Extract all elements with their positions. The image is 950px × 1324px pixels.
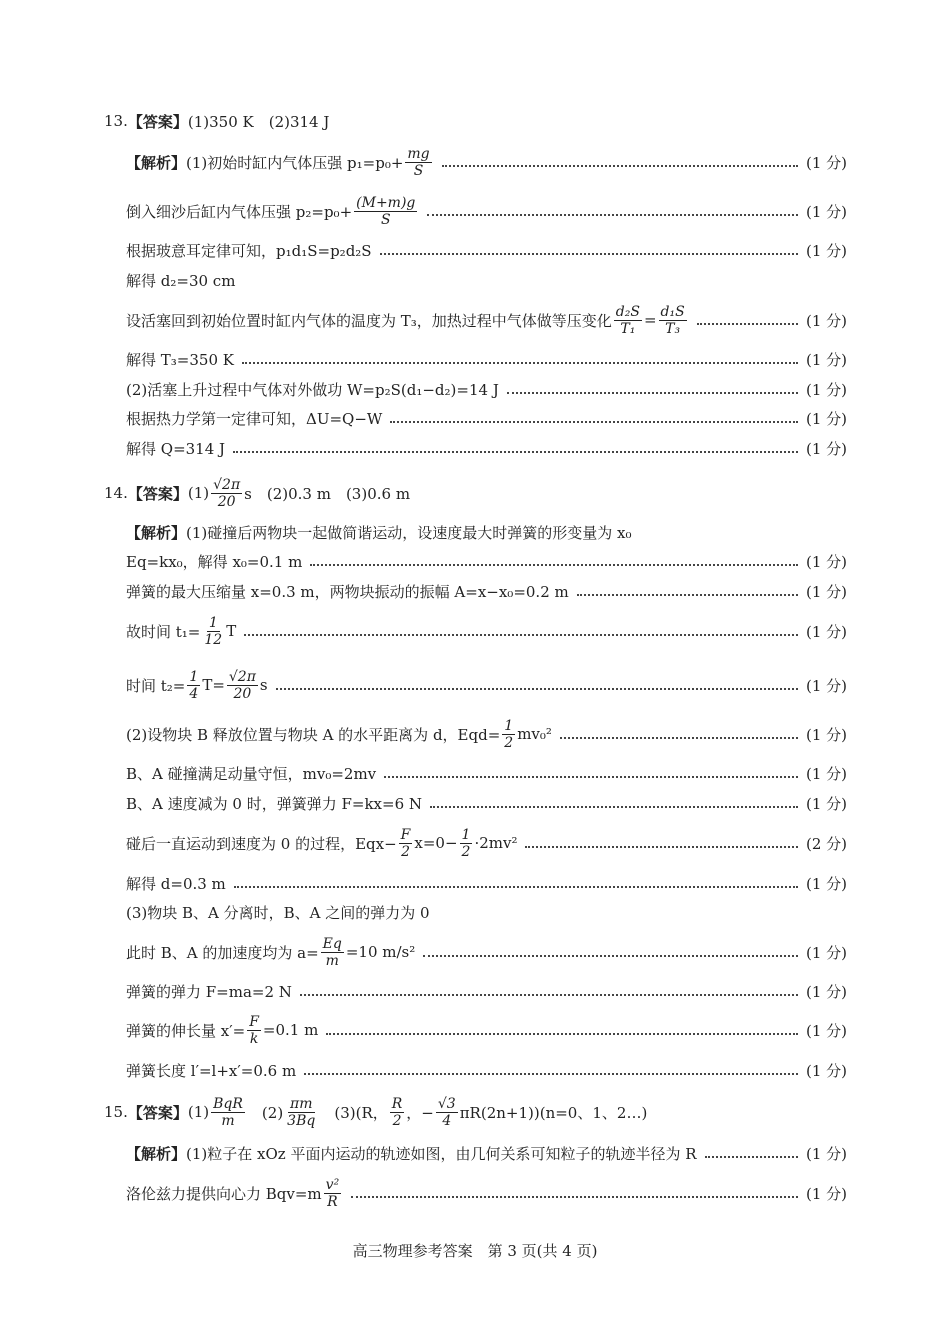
dot-leader: [384, 775, 798, 778]
fraction: $\frac{1}{4}$: [189, 668, 199, 702]
q13-line-7: 根据热力学第一定律可知，ΔU=Q−W (1 分): [126, 409, 847, 428]
score: (1 分): [805, 582, 847, 601]
q13-line-1: 倒入细沙后缸内气体压强 p₂=p₀+ $\frac{(M+m)g}{S}$ (1 分): [126, 194, 847, 228]
q13-line-5: 解得 T₃=350 K (1 分): [126, 350, 847, 369]
dot-leader: [430, 805, 798, 808]
q14-answer-line: 14. 【答案】 (1) $\frac{√2\pi}{20}$ s (2)0.3 m (3)0.6 m: [104, 476, 411, 510]
q13-analysis-tag: 【解析】: [126, 153, 187, 172]
dot-leader: [351, 1195, 798, 1198]
q15-analysis-tag: 【解析】: [126, 1144, 187, 1163]
q14-line-1: Eq=kx₀，解得 x₀=0.1 m (1 分): [126, 552, 847, 571]
score: (1 分): [805, 241, 847, 260]
score: (1 分): [805, 1144, 847, 1163]
score: (1 分): [805, 874, 847, 893]
score: (1 分): [805, 982, 847, 1001]
q14-line-9: 解得 d=0.3 m (1 分): [126, 874, 847, 893]
score: (1 分): [805, 202, 847, 221]
q14-line-11: 此时 B、A 的加速度均为 a= $\frac{Eq}{m}$ =10 m/s² (1 分): [126, 935, 847, 969]
score: (1 分): [805, 725, 847, 744]
fraction: $\frac{\text{d₁S}}{\text{T₃}}$: [660, 303, 685, 337]
fraction: $\frac{F}{k}$: [249, 1013, 259, 1047]
q14-line-3: 故时间 t₁= $\frac{1}{12}$ T (1 分): [126, 614, 847, 648]
q14-line-12: 弹簧的弹力 F=ma=2 N (1 分): [126, 982, 847, 1001]
q14-line-10: (3)物块 B、A 分离时，B、A 之间的弹力为 0: [126, 903, 430, 922]
q15-number: 15.: [104, 1103, 128, 1121]
dot-leader: [326, 1032, 798, 1035]
score: (1 分): [805, 350, 847, 369]
q13-line-0: 【解析】 (1)初始时缸内气体压强 p₁=p₀+ $\frac{mg}{S}$ (1 分): [126, 145, 847, 179]
dot-leader: [525, 845, 797, 848]
fraction: $\frac{√3}{4}$: [437, 1095, 456, 1129]
q13-line-3: 解得 d₂=30 cm: [126, 271, 236, 290]
dot-leader: [507, 391, 798, 394]
page-footer: 高三物理参考答案 第 3 页(共 4 页): [352, 1242, 598, 1260]
q13-number: 13.: [104, 112, 128, 130]
dot-leader: [427, 213, 798, 216]
q13-answer: (1)350 K (2)314 J: [187, 112, 330, 131]
score: (2 分): [805, 834, 847, 853]
score: (1 分): [805, 622, 847, 641]
q14-line-8: 碰后一直运动到速度为 0 的过程，Eqx− $\frac{F}{2}$ x=0− $\frac{1}{2}$ ·2mv² (2 分): [126, 826, 847, 860]
fraction: $\frac{1}{12}$: [204, 614, 223, 648]
q14-number: 14.: [104, 484, 128, 502]
fraction: $\frac{\text{d₂S}}{\text{T₁}}$: [615, 303, 640, 337]
q14-line-13: 弹簧的伸长量 x′= $\frac{F}{k}$ =0.1 m (1 分): [126, 1013, 847, 1047]
fraction: $\frac{1}{2}$: [504, 717, 514, 751]
fraction: $\frac{√2\pi}{20}$: [228, 668, 256, 702]
dot-leader: [560, 736, 798, 739]
dot-leader: [244, 633, 798, 636]
q13-line-8: 解得 Q=314 J (1 分): [126, 439, 847, 458]
dot-leader: [390, 420, 798, 423]
score: (1 分): [805, 380, 847, 399]
score: (1 分): [805, 676, 847, 695]
fraction: $\frac{√2\pi}{20}$: [213, 476, 241, 510]
dot-leader: [380, 252, 798, 255]
fraction: $\frac{\text{BqR}}{m}$: [213, 1095, 243, 1129]
q15-line-0: 【解析】 (1)粒子在 xOz 平面内运动的轨迹如图，由几何关系可知粒子的轨迹半径为 R (1 分): [126, 1144, 847, 1163]
dot-leader: [423, 954, 798, 957]
q15-answer-tag: 【答案】: [127, 1103, 188, 1122]
fraction: $\frac{F}{2}$: [400, 826, 411, 860]
q13-answer-tag: 【答案】: [127, 112, 188, 131]
score: (1 分): [805, 1061, 847, 1080]
q14-line-4: 时间 t₂= $\frac{1}{4}$ T= $\frac{√2\pi}{20}$ s (1 分): [126, 668, 847, 702]
fraction: $\frac{\pi m}{3Bq}$: [287, 1095, 316, 1129]
q14-answer-tag: 【答案】: [127, 484, 188, 503]
q13-line-4: 设活塞回到初始位置时缸内气体的温度为 T₃，加热过程中气体做等压变化 $\frac{\text{d₂S}}{\text{T₁}}$ = $\frac{\text{d₁S}}{\text{T₃}}$ (1 分): [126, 303, 847, 337]
dot-leader: [697, 322, 798, 325]
score: (1 分): [805, 153, 847, 172]
dot-leader: [233, 450, 798, 453]
q13-answer-line: [104, 106, 847, 136]
fraction: $\frac{(M+m)g}{S}$: [356, 194, 416, 228]
dot-leader: [577, 593, 798, 596]
dot-leader: [304, 1072, 798, 1075]
score: (1 分): [805, 1021, 847, 1040]
score: (1 分): [805, 439, 847, 458]
fraction: $\frac{Eq}{m}$: [322, 935, 342, 969]
score: (1 分): [805, 311, 847, 330]
fraction: $\frac{1}{2}$: [461, 826, 471, 860]
dot-leader: [310, 563, 798, 566]
dot-leader: [705, 1155, 798, 1158]
score: (1 分): [805, 552, 847, 571]
q15-answer-line: 15. 【答案】 (1) $\frac{\text{BqR}}{m}$ (2) $\frac{\pi m}{3Bq}$ (3)(R， $\frac{R}{2}$ ，− $\frac{√3}{4}$ πR(2n+1))(n=0、1、2…): [104, 1095, 648, 1129]
dot-leader: [234, 885, 798, 888]
fraction: $\frac{\text{v²}}{R}$: [325, 1176, 340, 1210]
q15-line-1: 洛伦兹力提供向心力 Bqv=m $\frac{\text{v²}}{R}$ (1 分): [126, 1176, 847, 1210]
fraction: $\frac{R}{2}$: [391, 1095, 403, 1129]
q14-line-14: 弹簧长度 l′=l+x′=0.6 m (1 分): [126, 1061, 847, 1080]
q13-line-6: (2)活塞上升过程中气体对外做功 W=p₂S(d₁−d₂)=14 J (1 分): [126, 380, 847, 399]
q14-line-0: 【解析】 (1)碰撞后两物块一起做简谐运动，设速度最大时弹簧的形变量为 x₀: [126, 523, 632, 542]
q14-analysis-tag: 【解析】: [126, 523, 187, 542]
score: (1 分): [805, 943, 847, 962]
score: (1 分): [805, 409, 847, 428]
q14-line-7: B、A 速度减为 0 时，弹簧弹力 F=kx=6 N (1 分): [126, 794, 847, 813]
score: (1 分): [805, 1184, 847, 1203]
q14-line-5: (2)设物块 B 释放位置与物块 A 的水平距离为 d，Eqd= $\frac{1}{2}$ mv₀² (1 分): [126, 717, 847, 751]
dot-leader: [300, 993, 798, 996]
score: (1 分): [805, 764, 847, 783]
dot-leader: [242, 361, 798, 364]
q13-line-2: 根据玻意耳定律可知，p₁d₁S=p₂d₂S (1 分): [126, 241, 847, 260]
dot-leader: [442, 164, 798, 167]
fraction: $\frac{mg}{S}$: [407, 145, 430, 179]
q14-line-6: B、A 碰撞满足动量守恒，mv₀=2mv (1 分): [126, 764, 847, 783]
dot-leader: [276, 687, 798, 690]
score: (1 分): [805, 794, 847, 813]
q14-line-2: 弹簧的最大压缩量 x=0.3 m，两物块振动的振幅 A=x−x₀=0.2 m (1 分): [126, 582, 847, 601]
